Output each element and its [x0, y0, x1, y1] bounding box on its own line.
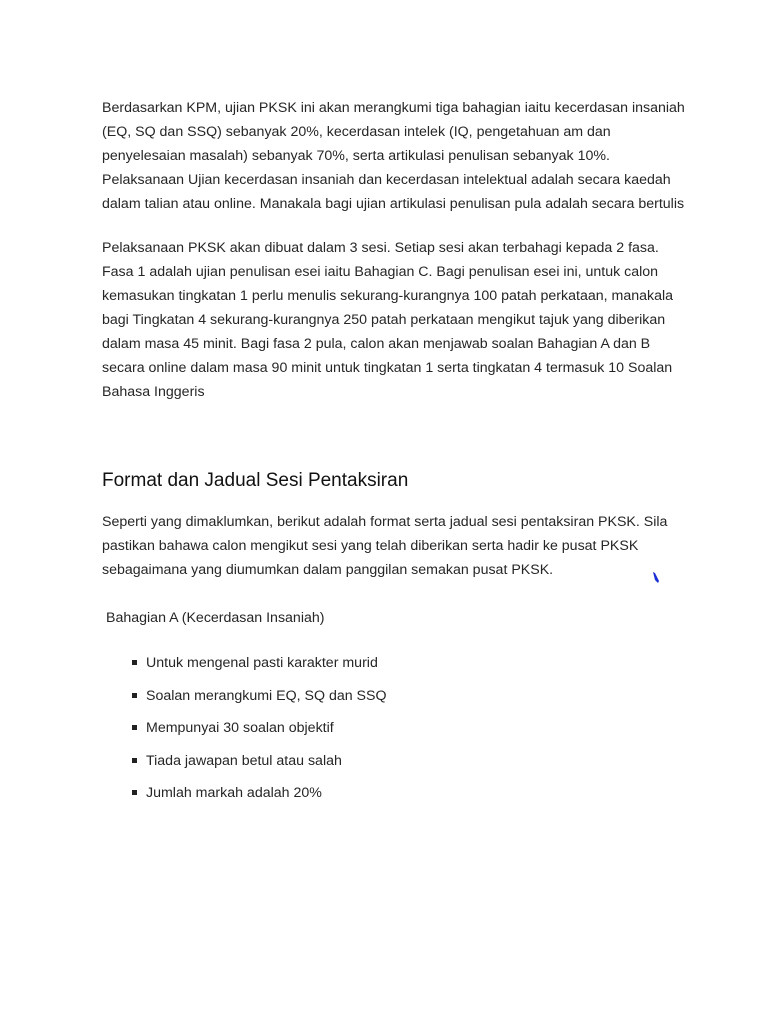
- session-paragraph: Pelaksanaan PKSK akan dibuat dalam 3 sesi. Setiap sesi akan terbahagi kepada 2 fasa. Fasa 1 adalah ujian penulisan esei iaitu Bahagian C. Bagi penulisan esei ini, untuk calon kemasukan tingkatan 1 perlu menulis sekurang-kurangnya 100 patah perkataan, manakala bagi Tingkatan 4 sekurang-kurangnya 250 patah perkataan mengikut tajuk yang diberikan dalam masa 45 minit. Bagi fasa 2 pula, calon akan menjawab soalan Bahagian A dan B secara online dalam masa 90 minit untuk tingkatan 1 serta tingkatan 4 termasuk 10 Soalan Bahasa Inggeris: [102, 240, 674, 400]
- square-bullet-icon: [132, 693, 137, 698]
- list-item: [132, 782, 387, 815]
- list-item: [132, 750, 387, 783]
- list-item: [132, 685, 387, 718]
- square-bullet-icon: [132, 725, 137, 730]
- list-item-text: Untuk mengenal pasti karakter murid: [146, 655, 378, 671]
- intro-paragraph: Berdasarkan KPM, ujian PKSK ini akan merangkumi tiga bahagian iaitu kecerdasan insaniah (EQ, SQ dan SSQ) sebanyak 20%, kecerdasan intelek (IQ, pengetahuan am dan penyelesaian masalah) sebanyak 70%, serta artikulasi penulisan sebanyak 10%. Pelaksanaan Ujian kecerdasan insaniah dan kecerdasan intelektual adalah secara kaedah dalam talian atau online. Manakala bagi ujian artikulasi penulisan pula adalah secara bertulis: [102, 100, 685, 212]
- section-subheading: Bahagian A (Kecerdasan Insaniah): [106, 610, 325, 626]
- square-bullet-icon: [132, 758, 137, 763]
- list-item-text: Tiada jawapan betul atau salah: [146, 752, 342, 769]
- section-heading: Format dan Jadual Sesi Pentaksiran: [102, 470, 409, 491]
- bullet-list: [132, 652, 387, 815]
- list-item-text: Soalan merangkumi EQ, SQ dan SSQ: [146, 687, 387, 704]
- square-bullet-icon: [132, 790, 137, 795]
- cursor-icon: [652, 572, 660, 584]
- square-bullet-icon: [132, 660, 137, 665]
- list-item: [132, 652, 387, 685]
- list-item-text: Jumlah markah adalah 20%: [146, 785, 322, 801]
- format-paragraph: Seperti yang dimaklumkan, berikut adalah format serta jadual sesi pentaksiran PKSK. Sila pastikan bahawa calon mengikut sesi yang telah diberikan serta hadir ke pusat PKSK sebagaimana yang diumumkan dalam panggilan semakan pusat PKSK.: [102, 514, 668, 578]
- list-item: [132, 717, 387, 750]
- list-item-text: Mempunyai 30 soalan objektif: [146, 720, 334, 736]
